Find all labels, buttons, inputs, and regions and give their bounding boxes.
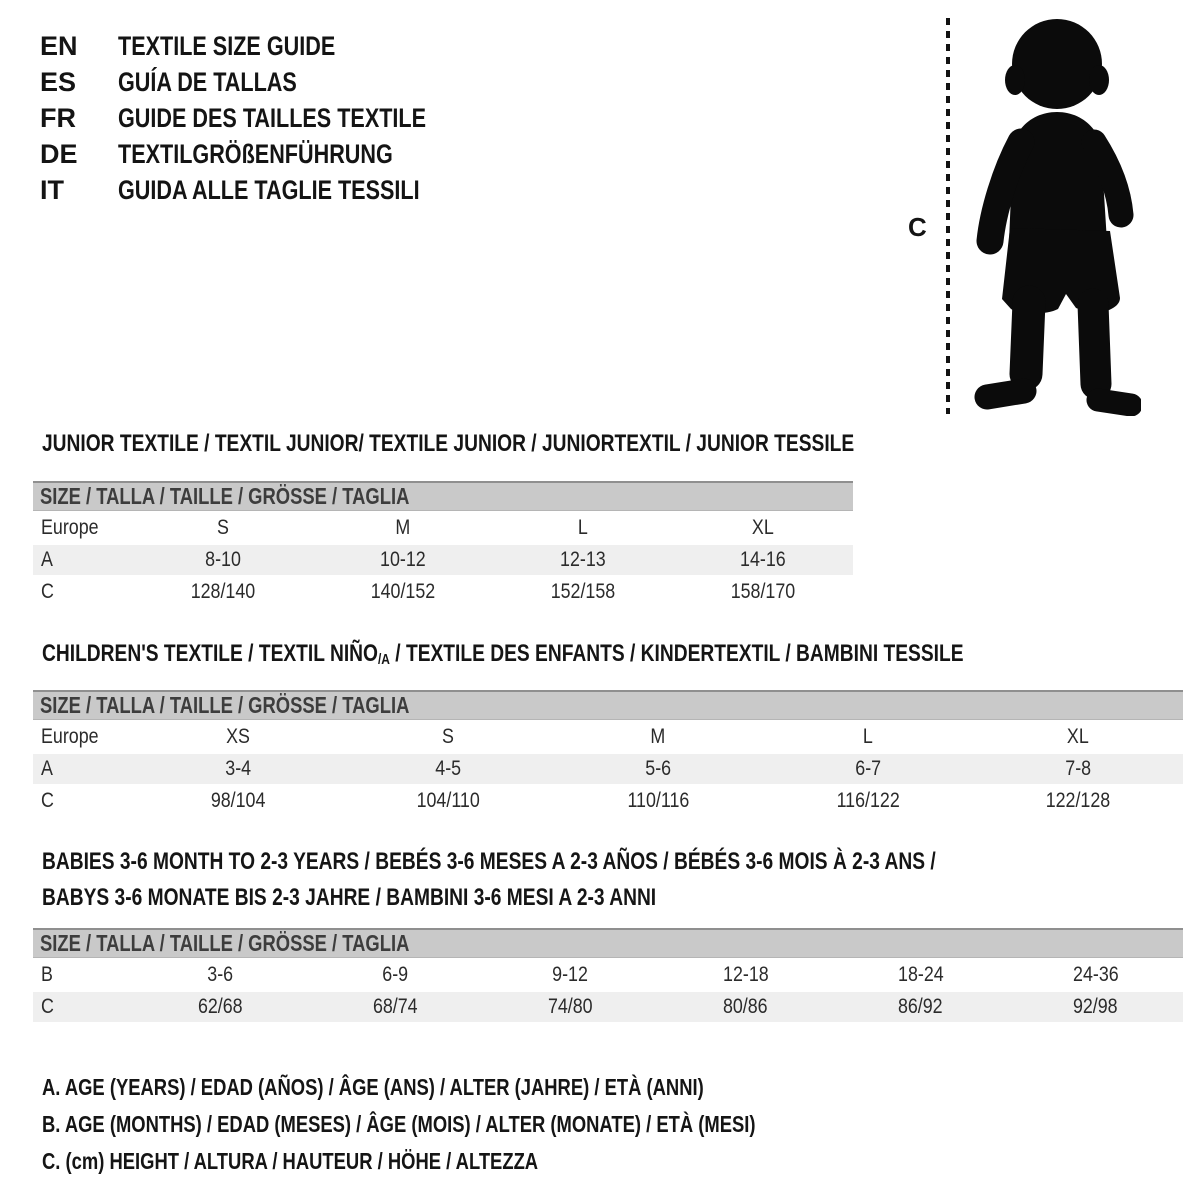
table-row [33, 992, 1183, 1022]
children-size-table-wrap [33, 688, 1183, 818]
value-cell: 104/110 [416, 789, 480, 812]
nino-a-subscript: /A [377, 651, 390, 668]
value-cell: XL [1067, 725, 1089, 748]
value-cell: XS [226, 725, 250, 748]
value-cell: 9-12 [552, 963, 589, 986]
babies-section-title [42, 844, 1159, 916]
legend-line-a: A. AGE (YEARS) / EDAD (AÑOS) / ÂGE (ANS) / ALTER (JAHRE) / ETÀ (ANNI) [42, 1074, 704, 1100]
value-cell: 5-6 [553, 754, 763, 784]
table-row [33, 513, 853, 543]
size-header-text: SIZE / TALLA / TAILLE / GRÖSSE / TAGLIA [40, 483, 410, 509]
table-header-row [33, 481, 853, 511]
value-cell: S [442, 725, 454, 748]
junior-size-table [33, 479, 853, 609]
value-cell: M [395, 516, 411, 539]
value-cell: 8-10 [133, 545, 313, 575]
legend-line-b: B. AGE (MONTHS) / EDAD (MESES) / ÂGE (MOIS) / ALTER (MONATE) / ETÀ (MESI) [42, 1111, 756, 1137]
row-label-cell: B [41, 963, 53, 986]
value-cell: S [217, 516, 229, 539]
table-row [33, 754, 1183, 784]
value-cell: 98/104 [210, 789, 266, 812]
table-header-row [33, 690, 1183, 720]
size-header-text: SIZE / TALLA / TAILLE / GRÖSSE / TAGLIA [40, 692, 410, 718]
babies-title-line2: BABYS 3-6 MONATE BIS 2-3 JAHRE / BAMBINI 3-6 MESI A 2-3 ANNI [42, 884, 657, 911]
size-header-cell [33, 690, 1183, 720]
babies-title-line1: BABIES 3-6 MONTH TO 2-3 YEARS / BEBÉS 3-6 MESES A 2-3 AÑOS / BÉBÉS 3-6 MOIS À 2-3 ANS / [42, 848, 936, 875]
language-code: DE [40, 138, 78, 169]
language-row [40, 28, 503, 64]
language-code: IT [40, 174, 64, 205]
language-row [40, 172, 503, 208]
children-size-table [33, 688, 1183, 818]
value-cell: 80/86 [658, 992, 833, 1022]
children-section-title-text: CHILDREN'S TEXTILE / TEXTIL NIÑO/A / TEXTILE DES ENFANTS / KINDERTEXTIL / BAMBINI TESSILE [42, 640, 964, 668]
value-cell: L [578, 516, 588, 539]
language-code: FR [40, 102, 76, 133]
value-cell: XL [752, 516, 774, 539]
language-row [40, 64, 503, 100]
height-dimension-label: C [908, 212, 927, 242]
size-header-cell [33, 481, 853, 511]
children-section-title [42, 636, 1194, 675]
row-label-cell: Europe [41, 725, 99, 748]
table-header-row [33, 928, 1183, 958]
junior-section-title [42, 426, 1057, 462]
guide-title: TEXTILGRÖßENFÜHRUNG [118, 138, 393, 169]
value-cell: 86/92 [833, 992, 1008, 1022]
value-cell: 6-9 [382, 963, 409, 986]
value-cell: 68/74 [308, 992, 483, 1022]
value-cell: 7-8 [973, 754, 1183, 784]
value-cell: 24-36 [1072, 963, 1119, 986]
toddler-silhouette-svg [963, 14, 1141, 416]
value-cell: 158/170 [730, 580, 796, 603]
toddler-silhouette [963, 14, 1141, 416]
value-cell: 92/98 [1008, 992, 1183, 1022]
value-cell: 3-6 [207, 963, 234, 986]
row-label-cell: C [41, 580, 54, 603]
value-cell: L [863, 725, 873, 748]
row-label-cell: C [33, 992, 133, 1022]
size-header-cell [33, 928, 1183, 958]
value-cell: M [650, 725, 666, 748]
table-row [33, 960, 1183, 990]
size-header-text: SIZE / TALLA / TAILLE / GRÖSSE / TAGLIA [40, 930, 410, 956]
height-measure-dashed-line [946, 18, 950, 414]
value-cell: 6-7 [763, 754, 973, 784]
value-cell: 128/140 [190, 580, 256, 603]
value-cell: 152/158 [550, 580, 616, 603]
table-row [33, 577, 853, 607]
table-row [33, 722, 1183, 752]
row-label-cell: Europe [41, 516, 99, 539]
value-cell: 122/128 [1045, 789, 1111, 812]
value-cell: 10-12 [313, 545, 493, 575]
value-cell: 3-4 [133, 754, 343, 784]
table-row [33, 786, 1183, 816]
value-cell: 4-5 [343, 754, 553, 784]
guide-title: TEXTILE SIZE GUIDE [118, 30, 336, 61]
value-cell: 14-16 [673, 545, 853, 575]
value-cell: 116/122 [836, 789, 900, 812]
table-row [33, 545, 853, 575]
row-label-cell: C [41, 789, 54, 812]
junior-section-title-text: JUNIOR TEXTILE / TEXTIL JUNIOR/ TEXTILE JUNIOR / JUNIORTEXTIL / JUNIOR TESSILE [42, 430, 855, 457]
value-cell: 12-18 [722, 963, 769, 986]
guide-title: GUÍA DE TALLAS [118, 66, 297, 97]
guide-title: GUIDA ALLE TAGLIE TESSILI [118, 174, 420, 205]
value-cell: 74/80 [483, 992, 658, 1022]
guide-title: GUIDE DES TAILLES TEXTILE [118, 102, 427, 133]
row-label-cell: A [33, 754, 133, 784]
language-row [40, 100, 503, 136]
row-label-cell: A [33, 545, 133, 575]
language-row [40, 136, 503, 172]
value-cell: 18-24 [897, 963, 944, 986]
value-cell: 12-13 [493, 545, 673, 575]
babies-size-table [33, 926, 1183, 1024]
value-cell: 110/116 [627, 789, 689, 812]
language-code: ES [40, 66, 77, 97]
dimension-legend [42, 1069, 934, 1180]
language-title-list [40, 28, 503, 208]
value-cell: 140/152 [370, 580, 436, 603]
value-cell: 62/68 [133, 992, 308, 1022]
language-code: EN [40, 30, 78, 61]
junior-size-table-wrap [33, 479, 853, 609]
babies-size-table-wrap [33, 926, 1183, 1024]
legend-line-c: C. (cm) HEIGHT / ALTURA / HAUTEUR / HÖHE / ALTEZZA [42, 1148, 539, 1174]
